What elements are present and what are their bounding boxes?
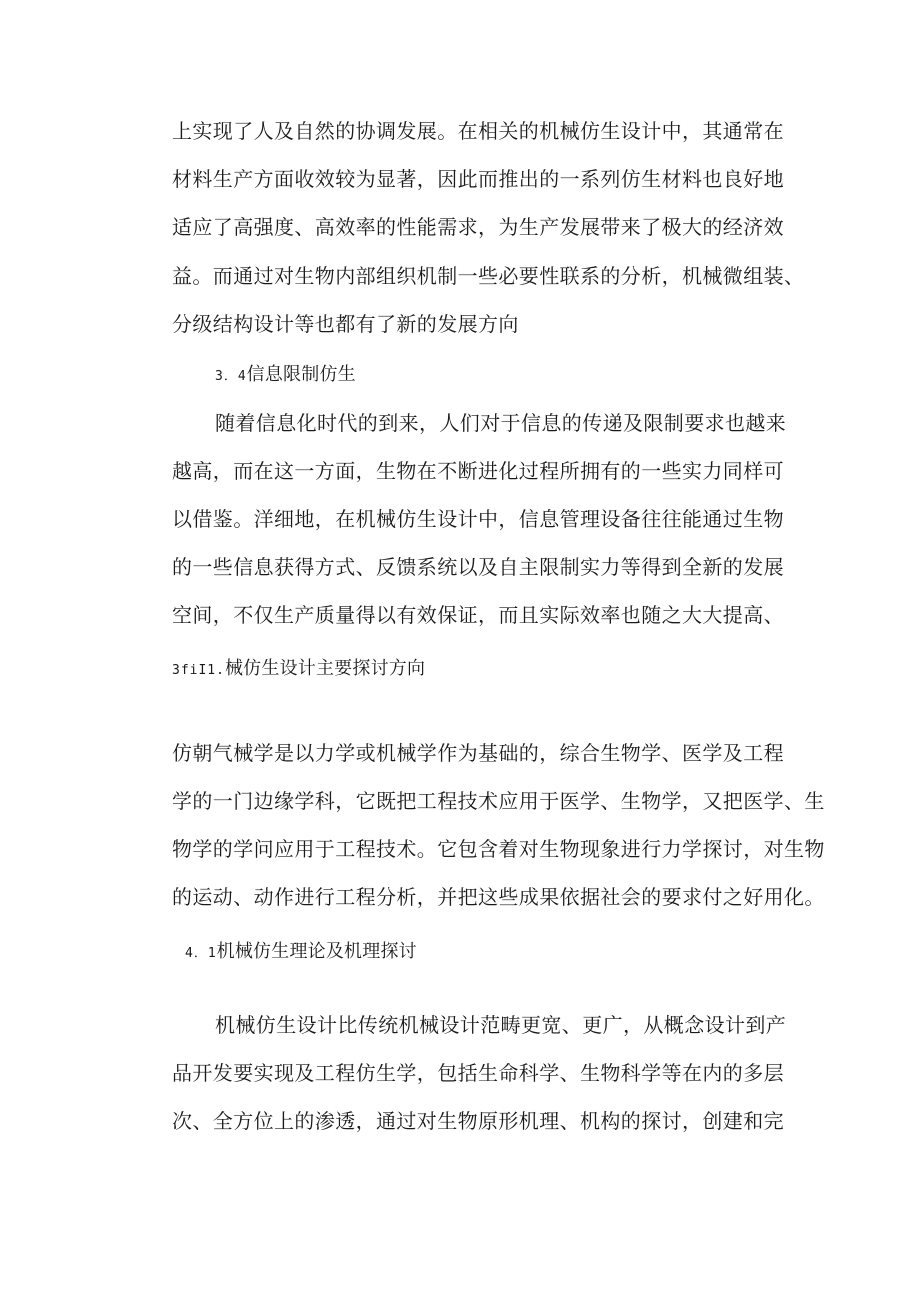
section-number: 4．1 xyxy=(185,946,217,961)
paragraph-line: 适应了高强度、高效率的性能需求，为生产发展带来了极大的经济效 xyxy=(172,215,784,239)
paragraph-line: 学的一门边缘学科，它既把工程技术应用于医学、生物学，又把医学、生 xyxy=(172,789,825,813)
section-number: 3fiI1. xyxy=(172,663,225,678)
paragraph-line: 机械仿生设计比传统机械设计范畴更宽、更广，从概念设计到产 xyxy=(215,1013,787,1037)
section-title: 机械仿生理论及机理探讨 xyxy=(216,941,417,962)
paragraph-line: 上实现了人及自然的协调发展。在相关的机械仿生设计中，其通常在 xyxy=(172,119,784,143)
section-heading xyxy=(185,939,417,967)
paragraph-line: 随着信息化时代的到来，人们对于信息的传递及限制要求也越来 xyxy=(215,411,787,435)
paragraph-line: 益。而通过对生物内部组织机制一些必要性联系的分析，机械微组装、 xyxy=(172,264,805,288)
section-heading xyxy=(215,362,356,390)
section-heading xyxy=(172,656,425,684)
section-title: 信息限制仿生 xyxy=(246,364,356,385)
section-number: 3．4 xyxy=(215,369,247,384)
paragraph-line: 分级结构设计等也都有了新的发展方向 xyxy=(172,312,519,336)
section-title: 械仿生设计主要探讨方向 xyxy=(224,658,426,679)
paragraph-line: 材料生产方面收效较为显著，因此而推出的一系列仿生材料也良好地 xyxy=(172,167,784,191)
paragraph-line: 次、全方位上的渗透，通过对生物原形机理、机构的探讨，创建和完 xyxy=(172,1109,784,1133)
paragraph-line: 以借鉴。洋细地，在机械仿生设计中，信息管理设备往往能通过生物 xyxy=(172,507,784,531)
paragraph-line: 越高，而在这一方面，生物在不断进化过程所拥有的一些实力同样可 xyxy=(172,459,784,483)
paragraph-line: 仿朝气械学是以力学或机械学作为基础的，综合生物学、医学及工程 xyxy=(172,741,784,765)
paragraph-line: 空间，不仅生产质量得以有效保证，而且实际效率也随之大大提高、 xyxy=(172,603,784,627)
paragraph-line: 物学的学问应用于工程技术。它包含着对生物现象进行力学探讨，对生物 xyxy=(172,837,825,861)
paragraph-line: 的运动、动作进行工程分析，并把这些成果依据社会的要求付之好用化。 xyxy=(172,885,825,909)
paragraph-line: 品开发要实现及工程仿生学，包括生命科学、生物科学等在内的多层 xyxy=(172,1061,784,1085)
paragraph-line: 的一些信息获得方式、反馈系统以及自主限制实力等得到全新的发展 xyxy=(172,555,784,579)
